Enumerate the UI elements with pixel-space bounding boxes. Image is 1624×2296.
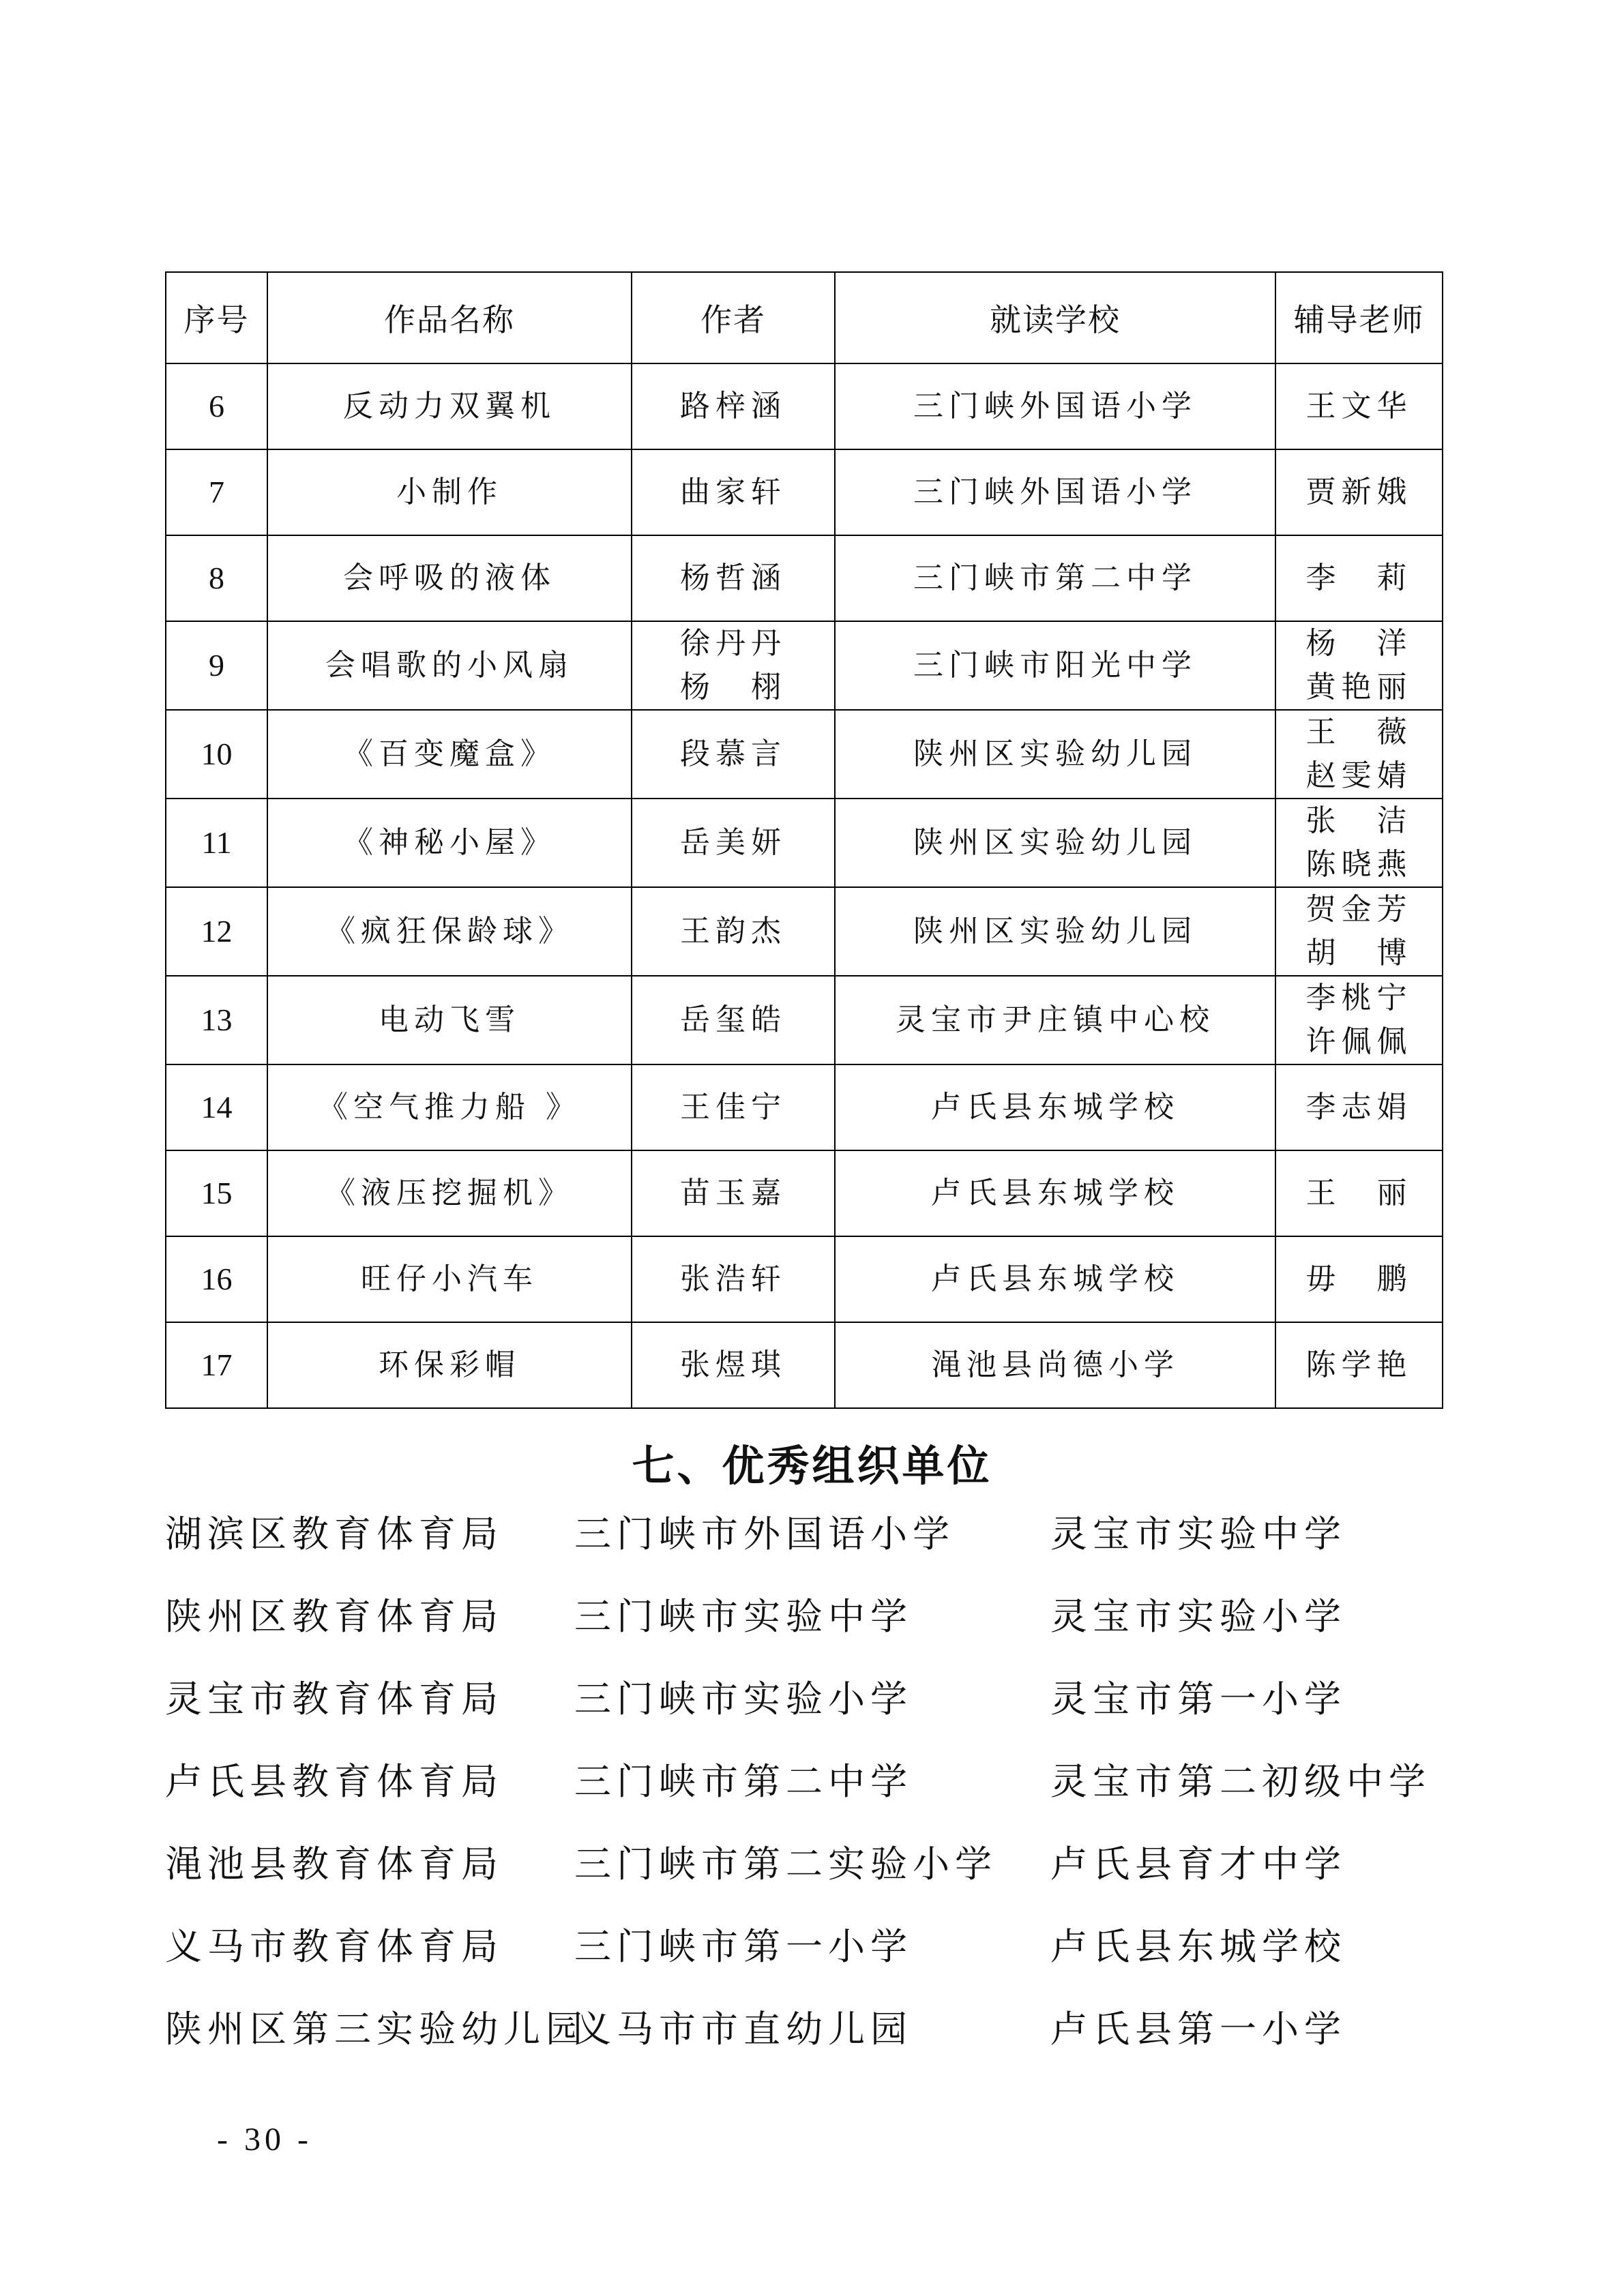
teacher-name: 杨 洋: [1305, 626, 1413, 661]
table-body: [166, 363, 1443, 1408]
organization-name: 卢氏县第一小学: [1050, 2008, 1346, 2051]
table-row: [166, 710, 1443, 799]
author-name: 段慕言: [680, 736, 786, 771]
organization-name: 三门峡市第一小学: [574, 1925, 913, 1968]
title-cell: 反动力双翼机: [267, 363, 632, 449]
organization-row: [165, 1837, 1461, 1920]
author-name: 路梓涵: [680, 389, 786, 423]
title-cell: 《神秘小屋》: [267, 799, 632, 887]
seq-cell: 10: [166, 710, 267, 799]
organization-name: 灵宝市实验小学: [1050, 1595, 1346, 1638]
organization-name: 灵宝市第二初级中学: [1050, 1760, 1431, 1803]
organization-name: 卢氏县东城学校: [1050, 1925, 1346, 1968]
teacher-cell: [1275, 449, 1443, 535]
seq-cell: 7: [166, 449, 267, 535]
teacher-cell: [1275, 363, 1443, 449]
organization-row: [165, 1920, 1461, 2002]
author-name: 徐丹丹: [680, 626, 786, 661]
title-cell: 会呼吸的液体: [267, 535, 632, 621]
seq-cell: 12: [166, 887, 267, 976]
table-row: [166, 1064, 1443, 1150]
author-cell: [632, 710, 835, 799]
table-row: [166, 1236, 1443, 1322]
teacher-name: 张 洁: [1305, 803, 1413, 838]
teacher-name: 贺金芳: [1305, 892, 1413, 927]
school-cell: 陕州区实验幼儿园: [835, 799, 1275, 887]
organization-name: 卢氏县教育体育局: [165, 1760, 503, 1803]
seq-cell: 14: [166, 1064, 267, 1150]
organization-name: 三门峡市实验小学: [574, 1678, 913, 1720]
teacher-cell: [1275, 1236, 1443, 1322]
teacher-cell: [1275, 535, 1443, 621]
organization-name: 义马市市直幼儿园: [574, 2008, 913, 2051]
header-author: 作者: [632, 272, 835, 363]
organization-name: 卢氏县育才中学: [1050, 1843, 1346, 1885]
title-cell: 会唱歌的小风扇: [267, 621, 632, 710]
organization-name: 三门峡市外国语小学: [574, 1512, 955, 1555]
seq-cell: 15: [166, 1150, 267, 1236]
title-cell: 《疯狂保龄球》: [267, 887, 632, 976]
teacher-name: 李桃宁: [1305, 981, 1413, 1015]
page-number: - 30 -: [217, 2121, 312, 2158]
header-seq: 序号: [166, 272, 267, 363]
header-teacher: 辅导老师: [1275, 272, 1443, 363]
author-cell: [632, 449, 835, 535]
teacher-name: 胡 博: [1305, 936, 1413, 970]
organization-name: 灵宝市教育体育局: [165, 1678, 503, 1720]
title-cell: 小制作: [267, 449, 632, 535]
organization-name: 渑池县教育体育局: [165, 1843, 503, 1885]
school-cell: 三门峡市第二中学: [835, 535, 1275, 621]
table-row: [166, 799, 1443, 887]
author-cell: [632, 535, 835, 621]
school-cell: 渑池县尚德小学: [835, 1322, 1275, 1408]
teacher-name: 赵雯婧: [1305, 758, 1413, 793]
teacher-cell: [1275, 887, 1443, 976]
school-cell: 卢氏县东城学校: [835, 1064, 1275, 1150]
school-cell: 卢氏县东城学校: [835, 1236, 1275, 1322]
author-cell: [632, 1322, 835, 1408]
seq-cell: 17: [166, 1322, 267, 1408]
school-cell: 卢氏县东城学校: [835, 1150, 1275, 1236]
table-row: [166, 1322, 1443, 1408]
author-name: 张浩轩: [680, 1262, 786, 1296]
teacher-name: 陈学艳: [1305, 1347, 1413, 1382]
seq-cell: 8: [166, 535, 267, 621]
organization-name: 三门峡市第二实验小学: [574, 1843, 997, 1885]
organization-row: [165, 1507, 1461, 1590]
organization-name: 三门峡市实验中学: [574, 1595, 913, 1638]
title-cell: 《百变魔盒》: [267, 710, 632, 799]
table-header-row: [166, 272, 1443, 363]
school-cell: 灵宝市尹庄镇中心校: [835, 976, 1275, 1064]
teacher-cell: [1275, 1064, 1443, 1150]
author-name: 王韵杰: [680, 914, 786, 949]
author-name: 张煜琪: [680, 1347, 786, 1382]
title-cell: 旺仔小汽车: [267, 1236, 632, 1322]
organization-list: [165, 1507, 1461, 2085]
teacher-cell: [1275, 710, 1443, 799]
teacher-name: 陈晓燕: [1305, 847, 1413, 882]
author-cell: [632, 363, 835, 449]
author-name: 岳美妍: [680, 825, 786, 860]
table-row: [166, 363, 1443, 449]
organization-row: [165, 2002, 1461, 2085]
author-cell: [632, 1236, 835, 1322]
school-cell: 三门峡外国语小学: [835, 363, 1275, 449]
organization-name: 灵宝市实验中学: [1050, 1512, 1346, 1555]
author-cell: [632, 621, 835, 710]
school-cell: 三门峡市阳光中学: [835, 621, 1275, 710]
table-row: [166, 621, 1443, 710]
teacher-name: 王 丽: [1305, 1176, 1413, 1210]
author-name: 杨 栩: [680, 670, 786, 704]
seq-cell: 16: [166, 1236, 267, 1322]
teacher-name: 贾新娥: [1305, 475, 1413, 509]
teacher-name: 王文华: [1305, 389, 1413, 423]
title-cell: 环保彩帽: [267, 1322, 632, 1408]
title-cell: 电动飞雪: [267, 976, 632, 1064]
author-name: 曲家轩: [680, 475, 786, 509]
author-cell: [632, 976, 835, 1064]
title-cell: 《空气推力船 》: [267, 1064, 632, 1150]
organization-row: [165, 1755, 1461, 1837]
header-school: 就读学校: [835, 272, 1275, 363]
teacher-cell: [1275, 976, 1443, 1064]
seq-cell: 6: [166, 363, 267, 449]
author-name: 杨哲涵: [680, 561, 786, 595]
teacher-name: 李志娟: [1305, 1090, 1413, 1124]
teacher-name: 毋 鹏: [1305, 1262, 1413, 1296]
organization-name: 陕州区教育体育局: [165, 1595, 503, 1638]
school-cell: 陕州区实验幼儿园: [835, 887, 1275, 976]
seq-cell: 9: [166, 621, 267, 710]
author-cell: [632, 887, 835, 976]
teacher-name: 许佩佩: [1305, 1024, 1413, 1059]
organization-row: [165, 1672, 1461, 1755]
author-name: 岳玺皓: [680, 1002, 786, 1037]
organization-name: 灵宝市第一小学: [1050, 1678, 1346, 1720]
table-row: [166, 1150, 1443, 1236]
teacher-name: 黄艳丽: [1305, 670, 1413, 704]
teacher-name: 王 薇: [1305, 715, 1413, 749]
author-cell: [632, 799, 835, 887]
table-row: [166, 976, 1443, 1064]
teacher-cell: [1275, 1150, 1443, 1236]
organization-name: 三门峡市第二中学: [574, 1760, 913, 1803]
author-name: 苗玉嘉: [680, 1176, 786, 1210]
author-cell: [632, 1064, 835, 1150]
seq-cell: 13: [166, 976, 267, 1064]
school-cell: 三门峡外国语小学: [835, 449, 1275, 535]
teacher-cell: [1275, 621, 1443, 710]
section-title: 七、优秀组织单位: [632, 1441, 992, 1491]
table-row: [166, 887, 1443, 976]
awards-table: [165, 271, 1443, 1409]
organization-row: [165, 1590, 1461, 1672]
table-row: [166, 449, 1443, 535]
organization-name: 陕州区第三实验幼儿园: [165, 2008, 588, 2051]
teacher-cell: [1275, 1322, 1443, 1408]
seq-cell: 11: [166, 799, 267, 887]
school-cell: 陕州区实验幼儿园: [835, 710, 1275, 799]
teacher-name: 李 莉: [1305, 561, 1413, 595]
teacher-cell: [1275, 799, 1443, 887]
organization-name: 湖滨区教育体育局: [165, 1512, 503, 1555]
author-cell: [632, 1150, 835, 1236]
header-title: 作品名称: [267, 272, 632, 363]
author-name: 王佳宁: [680, 1090, 786, 1124]
table-row: [166, 535, 1443, 621]
title-cell: 《液压挖掘机》: [267, 1150, 632, 1236]
organization-name: 义马市教育体育局: [165, 1925, 503, 1968]
